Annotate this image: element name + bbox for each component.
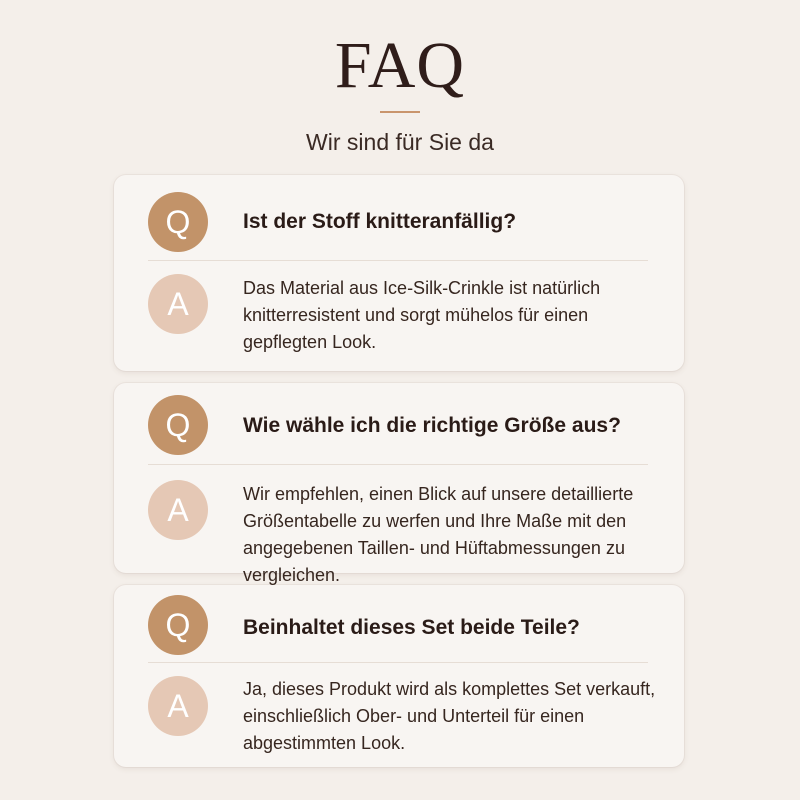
question-badge: Q xyxy=(148,395,208,455)
faq-divider xyxy=(148,662,648,663)
answer-badge: A xyxy=(148,676,208,736)
answer-badge: A xyxy=(148,480,208,540)
faq-divider xyxy=(148,260,648,261)
faq-card xyxy=(114,383,684,585)
faq-question: Wie wähle ich die richtige Größe aus? xyxy=(243,414,621,437)
question-badge: Q xyxy=(148,192,208,252)
page-subtitle: Wir sind für Sie da xyxy=(306,129,494,155)
title-underline xyxy=(380,111,420,113)
answer-badge: A xyxy=(148,274,208,334)
page-title: FAQ xyxy=(334,29,466,102)
faq-answer: Ja, dieses Produkt wird als komplettes Set verkauft, einschließlich Ober- und Unterteil für einen abgestimmten Look. xyxy=(243,679,656,753)
faq-divider xyxy=(148,464,648,465)
question-badge: Q xyxy=(148,595,208,655)
faq-question: Beinhaltet dieses Set beide Teile? xyxy=(243,616,580,639)
faq-card xyxy=(114,175,684,371)
faq-answer: Das Material aus Ice-Silk-Crinkle ist natürlich knitterresistent und sorgt mühelos für einen gepflegten Look. xyxy=(243,278,601,352)
faq-answer: Wir empfehlen, einen Blick auf unsere detaillierte Größentabelle zu werfen und Ihre Maße mit den angegebenen Taillen- und Hüftabmessungen zu vergleichen. xyxy=(243,484,634,585)
faq-question: Ist der Stoff knitteranfällig? xyxy=(243,210,517,233)
faq-card xyxy=(114,585,684,767)
